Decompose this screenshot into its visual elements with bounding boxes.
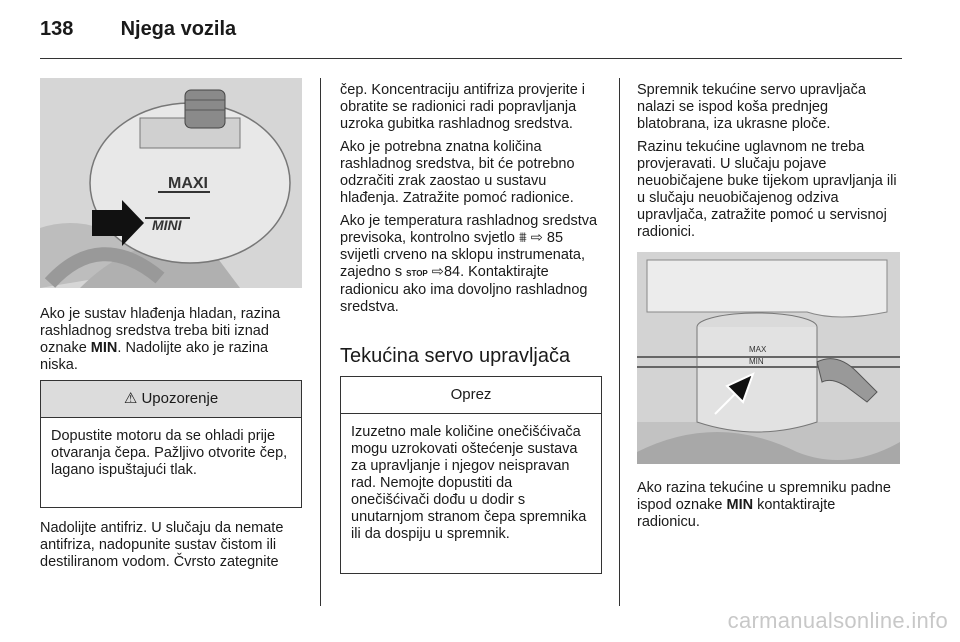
- section-title-power-steering: Tekućina servo upravljača: [340, 345, 571, 367]
- page-ref-arrow-icon: ⇨: [530, 230, 543, 246]
- caution-text: Izuzetno male količine onečišćivača mogu uzrokovati oštećenje sustava za upravljanje i njegov neispravan rad. Nemojte dopustiti da onečišćivači dođu u dodir s unutarnjom stranom čepa spremnika ili da dospiju u spremnik.: [351, 424, 587, 542]
- power-steering-reservoir-drawing: [637, 252, 900, 464]
- page-header: [40, 18, 236, 41]
- min-mark-text: MIN: [726, 497, 754, 513]
- watermark: carmanualsonline.info: [727, 608, 948, 633]
- caution-header: Oprez: [341, 377, 601, 414]
- power-steering-reservoir-illustration: [637, 252, 900, 464]
- maxi-mark: MAXI: [168, 175, 208, 192]
- coolant-reservoir-drawing: [40, 78, 302, 288]
- page-ref-arrow-icon: ⇨: [431, 264, 444, 280]
- temperature-paragraph: Ako je temperatura rashladnog sredstva previsoka, kontrolno svjetlo ⩩ ⇨ 85 svijetli crveno na sklopu instrumenata, zajedno s STOP ⇨84. Kontaktirajte radionicu ako ima dovoljno rashladnog sredstva.: [340, 213, 598, 315]
- stop-symbol: STOP: [406, 269, 428, 278]
- caution-box: [340, 376, 602, 574]
- warning-triangle-icon: ⚠: [123, 390, 138, 407]
- page-ref-1: 85: [546, 230, 564, 246]
- antifreeze-paragraph: Nadolijte antifriz. U slučaju da nemate antifriza, nadopunite sustav čistom ili destiliranom vodom. Čvrsto zategnite: [40, 520, 284, 570]
- cap-paragraph: čep. Koncentraciju antifriza provjerite i obratite se radionici radi popravljanja uzroka gubitka rashladnog sredstva.: [340, 82, 586, 132]
- warning-text: Dopustite motoru da se ohladi prije otvaranja čepa. Pažljivo otvorite čep, lagano ispuštajući tlak.: [51, 428, 288, 478]
- header-rule: [40, 58, 902, 59]
- min-mark-text: MIN: [90, 340, 118, 356]
- chapter-title: Njega vozila: [120, 18, 237, 40]
- reservoir-location-paragraph: Spremnik tekućine servo upravljača nalazi se ispod koša prednjeg blatobrana, iza ukrasne ploče.: [637, 82, 866, 132]
- fluid-check-paragraph: Razinu tekućine uglavnom ne treba provjeravati. U slučaju pojave neuobičajene buke tijekom upravljanja ili u slučaju neuobičajenog odziva upravljača, zatražite pomoć u servisnoj radionici.: [637, 139, 897, 240]
- page-number: 138: [40, 18, 74, 40]
- column-divider-2: [619, 78, 620, 606]
- min-level-paragraph: Ako razina tekućine u spremniku padne ispod oznake MIN kontaktirajte radionicu.: [637, 480, 891, 530]
- warning-box: [40, 380, 302, 508]
- coolant-temperature-icon: ⩩: [518, 230, 527, 246]
- coolant-reservoir-illustration: [40, 78, 302, 288]
- min-mark: MIN: [749, 357, 764, 366]
- column-divider-1: [320, 78, 321, 606]
- warning-title: Upozorenje: [141, 390, 219, 407]
- bleed-air-paragraph: Ako je potrebna znatna količina rashladnog sredstva, bit će potrebno odzračiti zrak zaostao u sustavu hlađenja. Zatražite pomoć radionice.: [340, 139, 575, 206]
- max-mark: MAX: [749, 345, 767, 354]
- coolant-level-paragraph: Ako je sustav hlađenja hladan, razina rashladnog sredstva treba biti iznad oznake MIN. Nadolijte ako je razina niska.: [40, 306, 281, 373]
- warning-header: [41, 381, 301, 418]
- page-ref-2: 84: [443, 264, 461, 280]
- mini-mark: MINI: [152, 217, 182, 233]
